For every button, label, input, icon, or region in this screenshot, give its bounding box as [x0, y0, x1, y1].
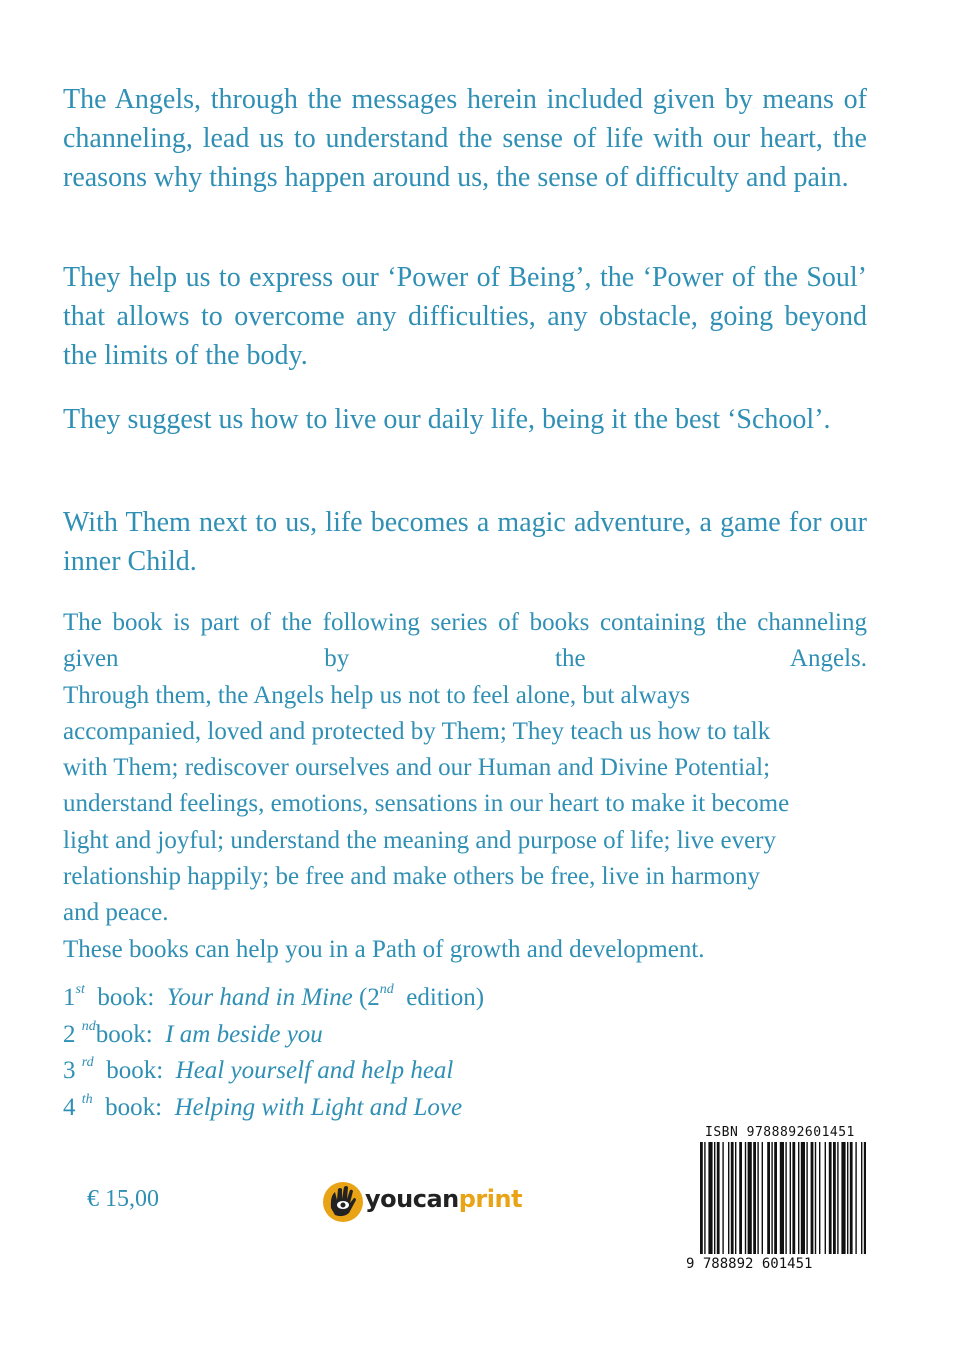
barcode-bar — [714, 1142, 715, 1254]
book-list — [63, 980, 484, 1126]
barcode-bar — [861, 1142, 862, 1254]
isbn-digits: 9 788892 601451 — [686, 1256, 813, 1272]
series-closing: These books can help you in a Path of growth and development. — [63, 935, 705, 963]
barcode-bar — [833, 1142, 836, 1254]
barcode-bar — [757, 1142, 758, 1254]
series-intro: The book is part of the following series of books containing the channeling given by the Angels. — [63, 609, 867, 673]
barcode-bar — [811, 1142, 814, 1254]
book-title: Helping with Light and Love — [174, 1093, 463, 1121]
series-line: with Them; rediscover ourselves and our Human and Divine Potential; — [63, 754, 771, 782]
series-line: accompanied, loved and protected by Them; They teach us how to talk — [63, 717, 771, 745]
ordinal-suffix: rd — [81, 1055, 94, 1070]
ordinal-suffix: nd — [81, 1018, 96, 1034]
series-line: relationship happily; be free and make others be free, live in harmony — [63, 863, 760, 891]
book-item — [63, 1090, 484, 1127]
barcode-bar — [745, 1142, 746, 1254]
barcode-bar — [806, 1142, 807, 1254]
book-title: Heal yourself and help heal — [175, 1057, 454, 1084]
barcode-bar — [841, 1142, 845, 1254]
barcode-bar — [774, 1142, 777, 1254]
isbn-label: ISBN 9788892601451 — [705, 1125, 855, 1140]
barcode-bar — [819, 1142, 820, 1254]
barcode-bar — [829, 1142, 832, 1254]
book-item — [63, 1017, 484, 1054]
barcode-bar — [850, 1142, 853, 1254]
series-line: Through them, the Angels help us not to feel alone, but always — [63, 681, 690, 709]
barcode-bar — [815, 1142, 816, 1254]
book-label: book: — [97, 984, 155, 1011]
barcode-bar — [771, 1142, 772, 1254]
power-paragraph: They help us to express our ‘Power of Being’, the ‘Power of the Soul’ that allows to overcome any difficulties, any obstacle, going beyond the limits of the body. — [63, 262, 867, 371]
ordinal-suffix: th — [81, 1091, 93, 1107]
barcode-bar — [855, 1142, 856, 1254]
barcode-bar — [700, 1142, 703, 1254]
book-label: book: — [95, 1020, 153, 1048]
barcode-bar — [825, 1142, 826, 1254]
publisher-name-part: youcan — [365, 1185, 459, 1213]
barcode-bar — [864, 1142, 866, 1254]
publisher-name — [365, 1185, 522, 1213]
book-number: 3 — [63, 1057, 76, 1084]
series-line: understand feelings, emotions, sensations in our heart to make it become — [63, 790, 790, 818]
barcode-bar — [731, 1142, 734, 1254]
book-number: 2 — [63, 1020, 76, 1048]
book-number: 1 — [63, 984, 76, 1011]
book-item — [63, 980, 484, 1017]
adventure-paragraph: With Them next to us, life becomes a magic adventure, a game for our inner Child. — [63, 507, 867, 577]
barcode-bar — [801, 1142, 805, 1254]
barcode-bar — [785, 1142, 786, 1254]
barcode-bar — [790, 1142, 791, 1254]
book-title: I am beside you — [165, 1020, 323, 1048]
intro-paragraph: The Angels, through the messages herein included given by means of channeling, lead us to understand the sense of life with our heart, the reasons why things happen around us, the sense of difficulty and pain. — [63, 84, 867, 193]
book-item — [63, 1053, 484, 1090]
barcode-bar — [708, 1142, 712, 1254]
series-description — [63, 605, 867, 968]
barcode — [700, 1142, 866, 1254]
barcode-bar — [767, 1142, 770, 1254]
price: € 15,00 — [87, 1186, 159, 1212]
edition-number: (2 — [358, 984, 380, 1011]
ordinal-suffix: nd — [379, 982, 394, 997]
series-line: light and joyful; understand the meaning and purpose of life; live every — [63, 826, 777, 854]
barcode-bar — [798, 1142, 799, 1254]
school-paragraph: They suggest us how to live our daily life, being it the best ‘School’. — [63, 404, 831, 435]
barcode-bar — [735, 1142, 736, 1254]
barcode-bar — [792, 1142, 795, 1254]
barcode-bar — [704, 1142, 705, 1254]
barcode-bar — [748, 1142, 752, 1254]
book-label: book: — [105, 1093, 163, 1121]
barcode-bar — [762, 1142, 763, 1254]
publisher-name-part: print — [458, 1185, 523, 1213]
barcode-bar — [728, 1142, 729, 1254]
book-label: book: — [106, 1057, 164, 1084]
barcode-bar — [837, 1142, 838, 1254]
edition-label: edition) — [406, 984, 485, 1011]
hand-eye-icon — [321, 1178, 365, 1226]
book-number: 4 — [63, 1093, 76, 1121]
series-line: and peace. — [63, 899, 169, 927]
barcode-bar — [739, 1142, 742, 1254]
barcode-bar — [780, 1142, 784, 1254]
barcode-bar — [753, 1142, 756, 1254]
publisher-logo — [321, 1178, 521, 1226]
barcode-bar — [722, 1142, 723, 1254]
ordinal-suffix: st — [75, 982, 85, 997]
barcode-bar — [717, 1142, 720, 1254]
barcode-bar — [847, 1142, 848, 1254]
book-title: Your hand in Mine — [166, 984, 353, 1011]
